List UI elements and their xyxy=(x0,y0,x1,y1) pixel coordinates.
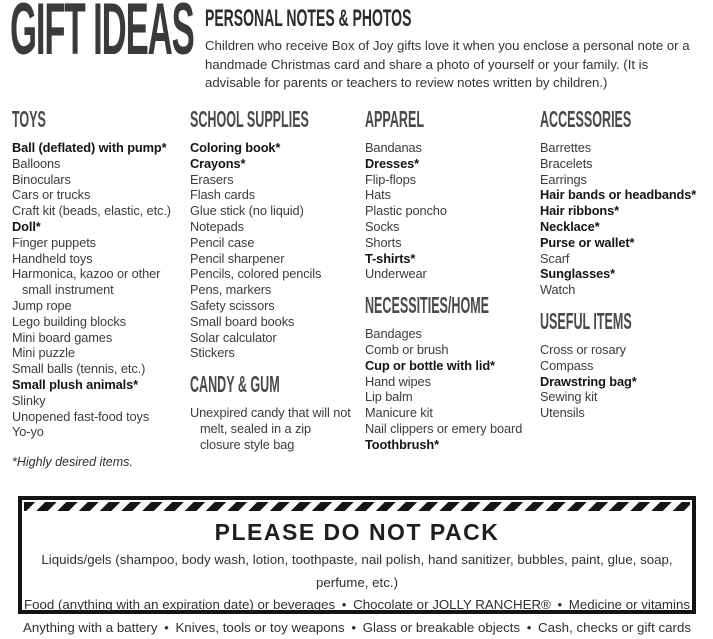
category-heading xyxy=(190,110,362,132)
list-item: Necklace* xyxy=(540,219,712,235)
list-item: Purse or wallet* xyxy=(540,235,712,251)
list-item: Dresses* xyxy=(365,156,537,172)
category-note: Unexpired candy that will not melt, sealed in a zip closure style bag xyxy=(190,405,352,452)
list-item: Hats xyxy=(365,187,537,203)
category-apparel xyxy=(365,110,537,282)
personal-notes-text: Children who receive Box of Joy gifts love it when you enclose a personal note or a handmade Christmas card and share a photo of yourself or your family. (It is advisable for parents or teachers to review notes written by children.) xyxy=(205,37,703,93)
hazard-stripes xyxy=(24,502,690,511)
list-item: Shorts xyxy=(365,235,537,251)
list-item: Small balls (tennis, etc.) xyxy=(12,361,188,377)
do-not-pack-box xyxy=(18,496,696,614)
list-item: Small plush animals* xyxy=(12,377,188,393)
list-item: Stickers xyxy=(190,345,362,361)
list-item: Manicure kit xyxy=(365,405,537,421)
list-item: Comb or brush xyxy=(365,342,537,358)
do-not-pack-line: Liquids/gels (shampoo, body wash, lotion, toothpaste, nail polish, hand sanitizer, bubbles, paint, glue, soap, perfume, etc.) xyxy=(22,549,692,594)
category-school-supplies xyxy=(190,110,362,361)
list-item: Cross or rosary xyxy=(540,342,712,358)
category-heading-text: USEFUL ITEMS xyxy=(540,310,632,336)
list-item: Mini board games xyxy=(12,330,188,346)
list-item: Bandanas xyxy=(365,140,537,156)
list-item: Mini puzzle xyxy=(12,345,188,361)
list-item: Drawstring bag* xyxy=(540,374,712,390)
category-heading xyxy=(190,375,362,397)
list-item: Binoculars xyxy=(12,172,188,188)
do-not-pack-title: PLEASE DO NOT PACK xyxy=(22,519,692,546)
list-item: Ball (deflated) with pump* xyxy=(12,140,188,156)
category-heading-text: NECESSITIES/HOME xyxy=(365,294,489,320)
do-not-pack-line: Anything with a battery • Knives, tools or toy weapons • Glass or breakable objects • Cash, checks or gift cards xyxy=(22,617,692,639)
list-item: Sunglasses* xyxy=(540,266,712,282)
column-toys xyxy=(12,110,188,440)
personal-notes-heading xyxy=(205,8,703,31)
category-heading-text: TOYS xyxy=(12,108,46,134)
list-item: Hair ribbons* xyxy=(540,203,712,219)
list-item: Bracelets xyxy=(540,156,712,172)
category-heading xyxy=(540,110,712,132)
category-heading xyxy=(12,110,188,132)
list-item: Coloring book* xyxy=(190,140,362,156)
do-not-pack-lines xyxy=(22,549,692,639)
list-item: Yo-yo xyxy=(12,424,188,440)
list-item: Watch xyxy=(540,282,712,298)
list-item: Erasers xyxy=(190,172,362,188)
list-item: Flash cards xyxy=(190,187,362,203)
list-item: Plastic poncho xyxy=(365,203,537,219)
category-toys xyxy=(12,110,188,440)
category-useful-items xyxy=(540,312,712,421)
list-item: Balloons xyxy=(12,156,188,172)
list-item: Craft kit (beads, elastic, etc.) xyxy=(12,203,188,219)
list-item: Utensils xyxy=(540,405,712,421)
list-item: Pencil sharpener xyxy=(190,251,362,267)
column-accessories-useful-items xyxy=(540,110,712,421)
category-heading-text: CANDY & GUM xyxy=(190,373,280,399)
category-candy-gum xyxy=(190,375,362,452)
list-item: Finger puppets xyxy=(12,235,188,251)
column-school-supplies-candy xyxy=(190,110,362,453)
list-item: Hand wipes xyxy=(365,374,537,390)
category-accessories xyxy=(540,110,712,298)
footnote: *Highly desired items. xyxy=(12,455,133,469)
category-heading xyxy=(365,296,537,318)
category-heading xyxy=(365,110,537,132)
list-item: Scarf xyxy=(540,251,712,267)
page-title-text: GIFT IDEAS xyxy=(10,0,194,68)
list-item: Toothbrush* xyxy=(365,437,537,453)
list-item: Handheld toys xyxy=(12,251,188,267)
category-heading xyxy=(540,312,712,334)
list-item: Pencils, colored pencils xyxy=(190,266,362,282)
list-item: Cars or trucks xyxy=(12,187,188,203)
do-not-pack-line: Food (anything with an expiration date) or beverages • Chocolate or JOLLY RANCHER® • Medicine or vitamins xyxy=(22,594,692,617)
category-necessities-home xyxy=(365,296,537,452)
list-item: Jump rope xyxy=(12,298,188,314)
list-item: Nail clippers or emery board xyxy=(365,421,537,437)
list-item: Hair bands or headbands* xyxy=(540,187,712,203)
list-item: Underwear xyxy=(365,266,537,282)
list-item: Glue stick (no liquid) xyxy=(190,203,362,219)
list-item: Notepads xyxy=(190,219,362,235)
list-item: Compass xyxy=(540,358,712,374)
list-item: Barrettes xyxy=(540,140,712,156)
list-item: Pens, markers xyxy=(190,282,362,298)
list-item: Safety scissors xyxy=(190,298,362,314)
list-item: Solar calculator xyxy=(190,330,362,346)
list-item: Unopened fast-food toys xyxy=(12,409,188,425)
category-heading-text: SCHOOL SUPPLIES xyxy=(190,108,309,134)
list-item: Lip balm xyxy=(365,389,537,405)
list-item: Bandages xyxy=(365,326,537,342)
list-item: Cup or bottle with lid* xyxy=(365,358,537,374)
category-heading-text: ACCESSORIES xyxy=(540,108,631,134)
list-item: Doll* xyxy=(12,219,188,235)
personal-notes-heading-text: PERSONAL NOTES & PHOTOS xyxy=(205,5,411,32)
list-item: Lego building blocks xyxy=(12,314,188,330)
list-item: T-shirts* xyxy=(365,251,537,267)
category-heading-text: APPAREL xyxy=(365,108,424,134)
list-item: Earrings xyxy=(540,172,712,188)
list-item: Harmonica, kazoo or other small instrument xyxy=(12,266,180,298)
list-item: Socks xyxy=(365,219,537,235)
column-apparel-necessities xyxy=(365,110,537,453)
list-item: Small board books xyxy=(190,314,362,330)
list-item: Crayons* xyxy=(190,156,362,172)
list-item: Pencil case xyxy=(190,235,362,251)
list-item: Slinky xyxy=(12,393,188,409)
list-item: Sewing kit xyxy=(540,389,712,405)
list-item: Flip-flops xyxy=(365,172,537,188)
personal-notes-section xyxy=(205,8,703,93)
